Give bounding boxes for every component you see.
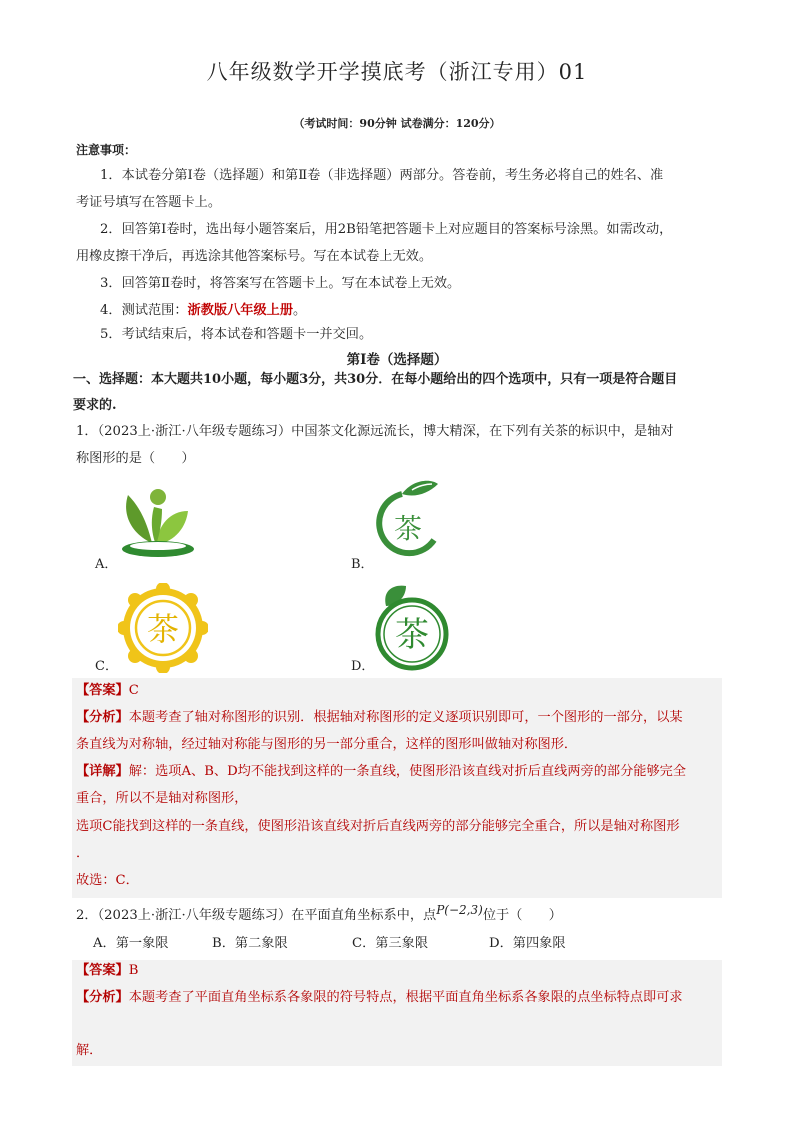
note-3: 3．回答第Ⅱ卷时，将答案写在答题卡上。写在本试卷上无效。 [100, 276, 461, 291]
analysis-tag: 【分析】 [76, 710, 129, 725]
test-scope: 浙教版八年级上册 [187, 303, 294, 318]
q1-option-c-label: C． [95, 659, 118, 674]
detail-tag: 【详解】 [76, 764, 129, 779]
part1-instructions-1: 一、选择题：本大题共10小题，每小题3分，共30分．在每小题给出的四个选项中，只有一项是符合题目 [73, 372, 678, 387]
leaf-head [150, 489, 166, 505]
leaf-left [126, 495, 152, 543]
note-2b: 用橡皮擦干净后，再选涂其他答案标号。写在本试卷上无效。 [76, 249, 433, 264]
page-title: 八年级数学开学摸底考（浙江专用）01 [206, 60, 588, 84]
q1-option-c-logo [118, 583, 208, 673]
q2-stem-prefix: 2．（2023上·浙江·八年级专题练习）在平面直角坐标系中，点 [76, 908, 437, 923]
q2-stem-suffix: 位于（ ） [482, 908, 562, 923]
q2-analysis-1 [76, 989, 721, 1007]
q1-stem-2: 称图形的是（ ） [76, 451, 195, 466]
note-4 [100, 302, 745, 320]
q2-stem [76, 903, 721, 925]
answer-tag: 【答案】 [76, 683, 129, 698]
q1-option-d-logo [372, 582, 452, 672]
q1-conclusion: 故选：C． [76, 873, 139, 888]
q1-option-a-logo [118, 483, 196, 561]
q1-option-d-label: D． [351, 659, 375, 674]
q1-option-a-label: A． [95, 557, 118, 572]
q2-option-a: A．第一象限 [93, 936, 169, 951]
tea-char-b: 茶 [393, 512, 423, 545]
q1-detail-4: ． [76, 846, 90, 861]
analysis-text-1: 本题考查了轴对称图形的识别．根据轴对称图形的定义逐项识别即可，一个图形的一部分，以某 [128, 710, 683, 725]
q2-answer [76, 962, 721, 980]
q1-option-b-logo [372, 478, 444, 564]
note-1b: 考证号填写在答题卡上。 [76, 195, 222, 210]
q1-detail-2: 重合，所以不是轴对称图形， [76, 791, 248, 806]
part1-instructions-2: 要求的. [73, 398, 117, 413]
q2-option-d: D．第四象限 [489, 936, 566, 951]
q1-answer [76, 682, 721, 700]
notice-heading: 注意事项： [76, 143, 137, 157]
exam-info: （考试时间：90分钟 试卷满分：120分） [293, 117, 501, 130]
analysis-text-1: 本题考查了平面直角坐标系各象限的符号特点，根据平面直角坐标系各象限的点坐标特点即可求 [128, 990, 683, 1005]
q1-analysis-2: 条直线为对称轴，经过轴对称能与图形的另一部分重合，这样的图形叫做轴对称图形． [76, 737, 578, 752]
note-4-suffix: 。 [293, 303, 307, 318]
q1-analysis-1 [76, 709, 721, 727]
q1-detail-3: 选项C能找到这样的一条直线，使图形沿该直线对折后直线两旁的部分能够完全重合，所以是轴对称图形 [76, 819, 680, 834]
analysis-tag: 【分析】 [76, 990, 129, 1005]
section-title: 第Ⅰ卷（选择题） [346, 352, 448, 368]
answer-value: B [128, 963, 139, 978]
note-4-prefix: 4．测试范围： [100, 303, 188, 318]
leaf-top [402, 481, 438, 496]
tea-char-d: 茶 [395, 615, 429, 655]
note-5: 5．考试结束后，将本试卷和答题卡一并交回。 [100, 327, 373, 342]
q1-option-b-label: B． [351, 557, 374, 572]
q2-option-c: C．第三象限 [352, 936, 429, 951]
q1-stem-1: 1．（2023上·浙江·八年级专题练习）中国茶文化源远流长，博大精深，在下列有关茶的标识中，是轴对 [76, 424, 674, 439]
tea-char-c: 茶 [146, 610, 180, 648]
note-1a: 1．本试卷分第Ⅰ卷（选择题）和第Ⅱ卷（非选择题）两部分。答卷前，考生务必将自己的姓名、准 [100, 168, 664, 183]
q2-analysis-2: 解． [76, 1043, 103, 1058]
answer-tag: 【答案】 [76, 963, 129, 978]
q2-option-b: B．第二象限 [212, 936, 288, 951]
q1-detail-1 [76, 763, 721, 781]
answer-value: C [128, 683, 139, 698]
q2-point: P(−2,3) [436, 903, 483, 917]
detail-text-1: 解：选项A、B、D均不能找到这样的一条直线，使图形沿该直线对折后直线两旁的部分能够完全 [128, 764, 687, 779]
note-2a: 2．回答第Ⅰ卷时，选出每小题答案后，用2B铅笔把答题卡上对应题目的答案标号涂黑。如需改动， [100, 222, 673, 237]
